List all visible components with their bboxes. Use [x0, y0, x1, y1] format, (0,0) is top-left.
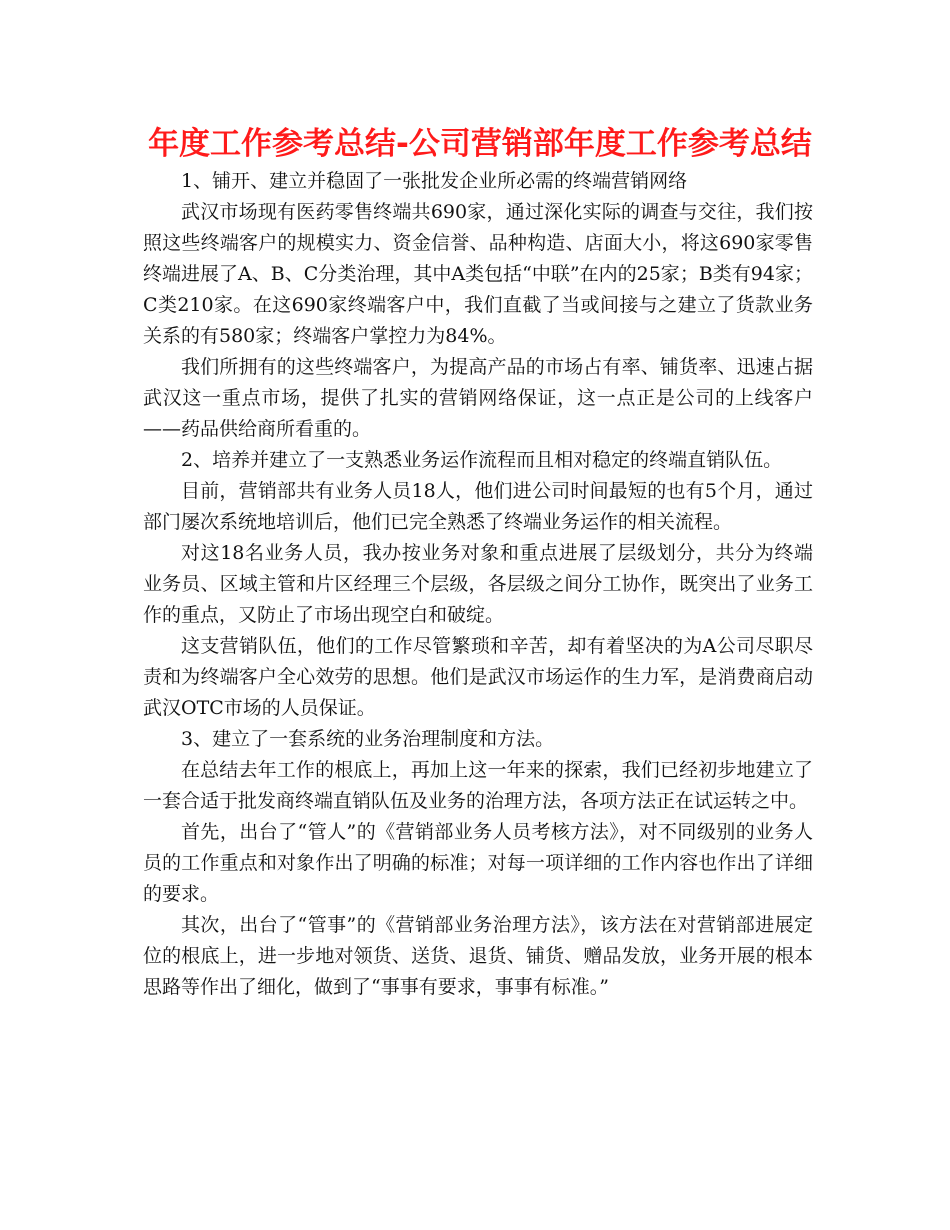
paragraph: 目前，营销部共有业务人员18人，他们进公司时间最短的也有5个月，通过部门屡次系统地培训后，他们已完全熟悉了终端业务运作的相关流程。 — [143, 480, 813, 533]
paragraph: 对这18名业务人员，我办按业务对象和重点进展了层级划分，共分为终端业务员、区域主管和片区经理三个层级，各层级之间分工协作，既突出了业务工作的重点，又防止了市场出现空白和破绽。 — [143, 542, 813, 626]
paragraph-heading-2: 2、培养并建立了一支熟悉业务运作流程而且相对稳定的终端直销队伍。 — [181, 449, 783, 471]
document-title: 年度工作参考总结-公司营销部年度工作参考总结 — [148, 126, 812, 162]
paragraph: 在总结去年工作的根底上，再加上这一年来的探索，我们已经初步地建立了一套合适于批发商终端直销队伍及业务的治理方法，各项方法正在试运转之中。 — [143, 759, 813, 812]
paragraph: 我们所拥有的这些终端客户，为提高产品的市场占有率、铺货率、迅速占据武汉这一重点市场，提供了扎实的营销网络保证，这一点正是公司的上线客户——药品供给商所看重的。 — [143, 356, 813, 440]
paragraph: 武汉市场现有医药零售终端共690家，通过深化实际的调查与交往，我们按照这些终端客户的规模实力、资金信誉、品种构造、店面大小，将这690家零售终端进展了A、B、C分类治理，其中A类包括“中联”在内的25家；B类有94家；C类210家。在这690家终端客户中，我们直截了当或间接与之建立了货款业务关系的有580家；终端客户掌控力为84%。 — [143, 201, 813, 347]
document-body — [143, 166, 813, 1003]
paragraph: 这支营销队伍，他们的工作尽管繁琐和辛苦，却有着坚决的为A公司尽职尽责和为终端客户全心效劳的思想。他们是武汉市场运作的生力军，是消费商启动武汉OTC市场的人员保证。 — [143, 635, 813, 719]
paragraph: 首先，出台了“管人”的《营销部业务人员考核方法》，对不同级别的业务人员的工作重点和对象作出了明确的标准；对每一项详细的工作内容也作出了详细的要求。 — [143, 821, 813, 905]
paragraph-heading-3: 3、建立了一套系统的业务治理制度和方法。 — [181, 728, 555, 750]
paragraph: 其次，出台了“管事”的《营销部业务治理方法》，该方法在对营销部进展定位的根底上，进一步地对领货、送货、退货、铺货、赠品发放，业务开展的根本思路等作出了细化，做到了“事事有要求，事事有标准。” — [143, 914, 813, 998]
paragraph-heading-1: 1、铺开、建立并稳固了一张批发企业所必需的终端营销网络 — [181, 170, 688, 192]
